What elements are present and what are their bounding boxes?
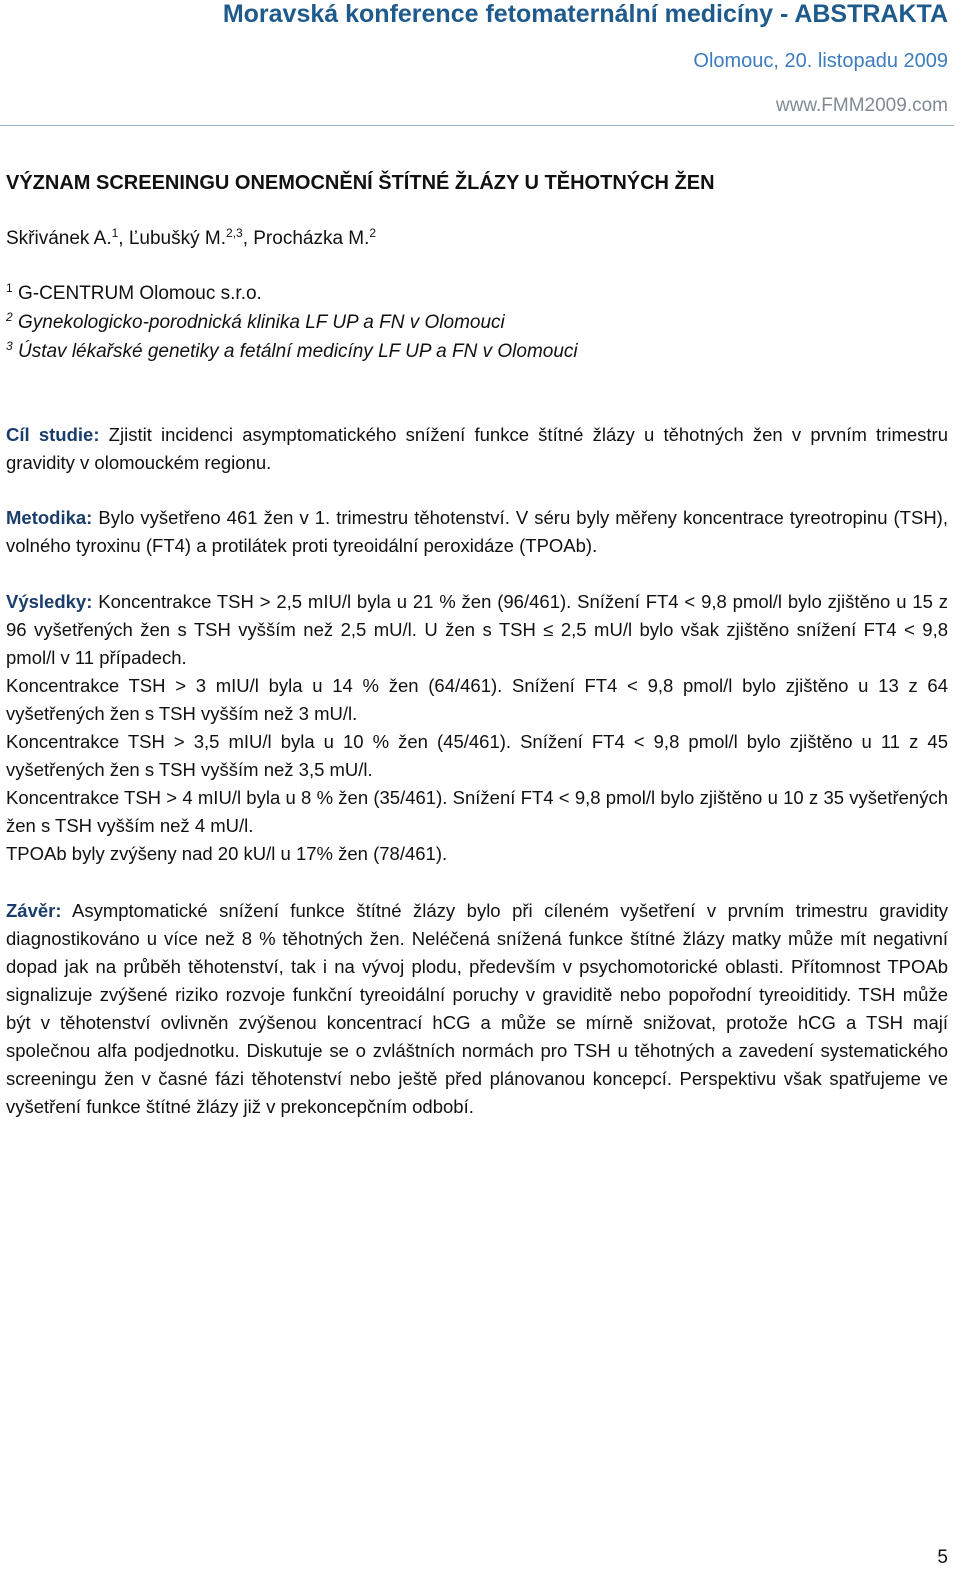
section-methods xyxy=(6,504,948,560)
conclusion-text: Asymptomatické snížení funkce štítné žlázy bylo při cíleném vyšetření v prvním trimestru gravidity diagnostikováno u více než 8 % těhotných žen. Neléčená snížená funkce štítné žlázy matky může mít negativní dopad jak na průběh těhotenství, tak i na vývoj plodu, především v psychomotorické oblasti. Přítomnost TPOAb signalizuje zvýšené riziko rozvoje funkční tyreoidální poruchy v graviditě nebo popořodní tyreoiditidy. TSH může být v těhotenství ovlivněn zvýšenou koncentrací hCG a může se mírně snižovat, protože hCG a TSH mají společnou alfa podjednotku. Diskutuje se o zvláštních normách pro TSH u těhotných a zavedení systematického screeningu žen v časné fázi těhotenství nebo ještě před plánovanou koncepcí. Perspektivu však spatřujeme ve vyšetření funkce štítné žlázy již v prekoncepčním odbobí. xyxy=(6,900,948,1117)
affiliation-1 xyxy=(6,283,262,305)
affiliation-2 xyxy=(6,312,505,334)
author-3-affiliation: 2 xyxy=(369,226,377,240)
affiliation-3 xyxy=(6,341,578,363)
affiliation-1-number: 1 xyxy=(6,281,13,295)
header-divider xyxy=(0,125,954,126)
methods-text: Bylo vyšetřeno 461 žen v 1. trimestru těhotenství. V séru byly měřeny koncentrace tyreotropinu (TSH), volného tyroxinu (FT4) a protilátek proti tyreoidální peroxidáze (TPOAb). xyxy=(6,507,948,556)
author-2-affiliation: 2,3 xyxy=(226,226,243,240)
section-conclusion xyxy=(6,897,948,1121)
section-aim xyxy=(6,421,948,477)
results-paragraph-3: Koncentrakce TSH > 3,5 mIU/l byla u 10 % žen (45/461). Snížení FT4 < 9,8 pmol/l bylo zjištěno u 11 z 45 vyšetřených žen s TSH vyšším než 3,5 mU/l. xyxy=(6,731,948,780)
author-1: Skřivánek A. xyxy=(6,228,112,249)
conference-title: Moravská konference fetomaternální medicíny - ABSTRAKTA xyxy=(222,0,948,28)
affiliation-3-text: Ústav lékařské genetiky a fetální medicíny LF UP a FN v Olomouci xyxy=(17,341,578,362)
conference-date: Olomouc, 20. listopadu 2009 xyxy=(693,50,948,72)
aim-label: Cíl studie: xyxy=(6,424,100,445)
results-paragraph-4: Koncentrakce TSH > 4 mIU/l byla u 8 % žen (35/461). Snížení FT4 < 9,8 pmol/l bylo zjištěno u 10 z 35 vyšetřených žen s TSH vyšším než 4 mU/l. xyxy=(6,787,948,836)
results-paragraph-1: Koncentrakce TSH > 2,5 mIU/l byla u 21 % žen (96/461). Snížení FT4 < 9,8 pmol/l bylo zjištěno u 15 z 96 vyšetřených žen s TSH vyšším než 2,5 mU/l. U žen s TSH ≤ 2,5 mU/l bylo však zjištěno snížení FT4 < 9,8 pmol/l v 11 případech. xyxy=(6,591,948,668)
affiliation-3-number: 3 xyxy=(6,339,13,353)
results-paragraph-5: TPOAb byly zvýšeny nad 20 kU/l u 17% žen (78/461). xyxy=(6,843,448,864)
page-number: 5 xyxy=(937,1547,948,1568)
section-results xyxy=(6,588,948,868)
methods-label: Metodika: xyxy=(6,507,93,528)
aim-text: Zjistit incidenci asymptomatického snížení funkce štítné žlázy u těhotných žen v prvním trimestru gravidity v olomouckém regionu. xyxy=(6,424,949,473)
results-paragraph-2: Koncentrakce TSH > 3 mIU/l byla u 14 % žen (64/461). Snížení FT4 < 9,8 pmol/l bylo zjištěno u 13 z 64 vyšetřených žen s TSH vyšším než 3 mU/l. xyxy=(6,675,948,724)
results-label: Výsledky: xyxy=(6,591,93,612)
affiliation-1-text: G-CENTRUM Olomouc s.r.o. xyxy=(17,283,262,304)
conclusion-label: Závěr: xyxy=(6,900,62,921)
affiliation-2-number: 2 xyxy=(6,310,13,324)
author-1-affiliation: 1 xyxy=(111,226,119,240)
author-2: , Ľubušký M. xyxy=(118,228,227,249)
abstract-title: VÝZNAM SCREENINGU ONEMOCNĚNÍ ŠTÍTNÉ ŽLÁZY U TĚHOTNÝCH ŽEN xyxy=(6,172,715,194)
affiliation-2-text: Gynekologicko-porodnická klinika LF UP a FN v Olomouci xyxy=(17,312,505,333)
author-3: , Procházka M. xyxy=(242,228,370,249)
conference-website: www.FMM2009.com xyxy=(775,95,948,116)
authors-line xyxy=(6,228,376,250)
page-header xyxy=(0,0,960,126)
